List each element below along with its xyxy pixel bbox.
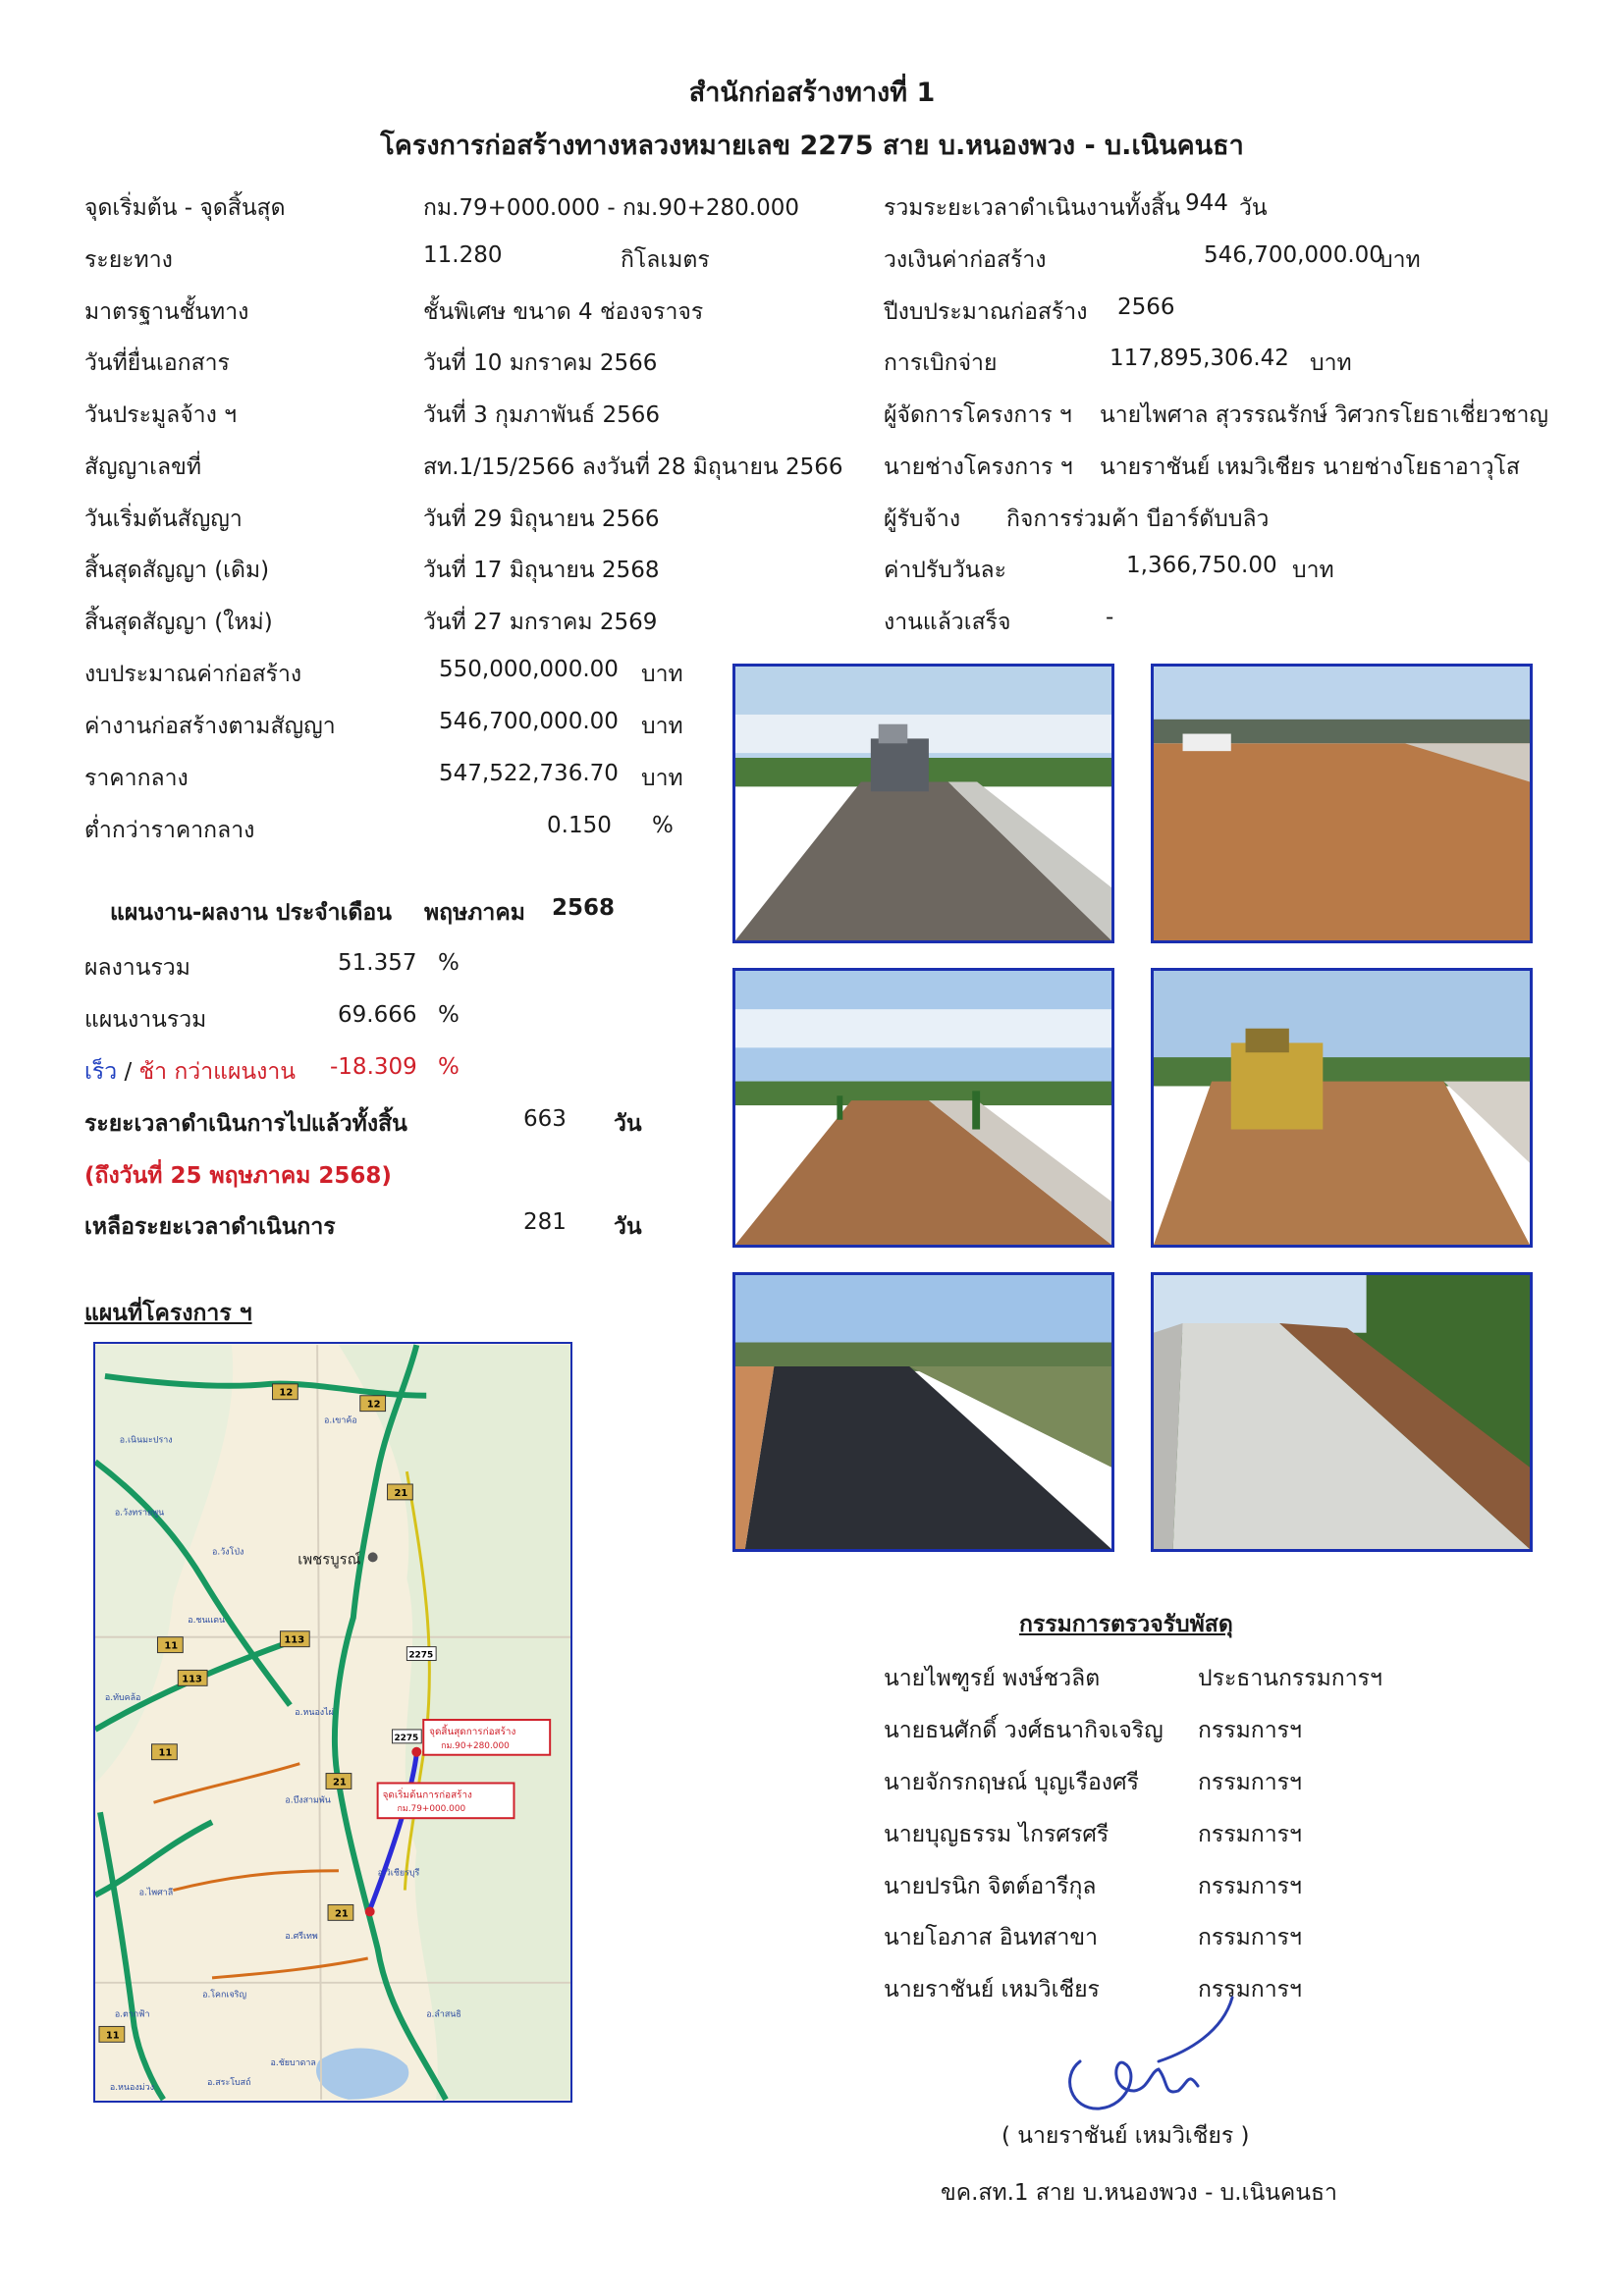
- route-shield: 11: [158, 1747, 173, 1759]
- info-value: กิจการร่วมค้า บีอาร์ดับบลิว: [1006, 507, 1270, 532]
- map-graphic: [95, 1344, 570, 2101]
- plan-label: แผนงานรวม: [84, 1007, 207, 1033]
- member-name: นายปรนิก จิตต์อารีกุล: [884, 1874, 1097, 1899]
- info-value: นายราชันย์ เหมวิเชียร นายช่างโยธาอาวุโส: [1100, 454, 1520, 480]
- signer-title: ขค.สท.1 สาย บ.หนองพวง - บ.เนินคนธา: [941, 2180, 1337, 2206]
- member-name: นายไพฑูรย์ พงษ์ชวลิต: [884, 1666, 1101, 1691]
- route-shield: 21: [334, 1908, 349, 1920]
- map-town: อ.วังทรายพูน: [114, 1508, 165, 1519]
- map-start-km: กม.79+000.000: [397, 1804, 466, 1815]
- map-town: อ.ตากฟ้า: [114, 2009, 150, 2020]
- construction-photo-3: [732, 968, 1114, 1248]
- info-value: วันที่ 3 กุมภาพันธ์ 2566: [423, 402, 660, 428]
- elapsed-value: 663: [523, 1106, 567, 1132]
- member-role: กรรมการฯ: [1198, 1977, 1302, 2002]
- fast-slow-label: [84, 1054, 296, 1090]
- route-shield: 113: [284, 1634, 305, 1646]
- diff-label: กว่าแผนงาน: [167, 1059, 297, 1085]
- budget-unit: %: [652, 813, 674, 838]
- info-unit: วัน: [1239, 195, 1268, 221]
- member-role: ประธานกรรมการฯ: [1198, 1666, 1382, 1691]
- info-label: รวมระยะเวลาดำเนินงานทั้งสิ้น: [884, 195, 1180, 221]
- progress-heading: แผนงาน-ผลงาน ประจำเดือน: [110, 900, 392, 926]
- route-shield: 21: [333, 1777, 347, 1789]
- budget-label: ต่ำกว่าราคากลาง: [84, 818, 255, 843]
- info-label: มาตรฐานชั้นทาง: [84, 299, 249, 325]
- route-shield: 2275: [394, 1733, 419, 1743]
- info-value: -: [1106, 605, 1114, 630]
- progress-month: พฤษภาคม: [424, 900, 525, 926]
- member-name: นายบุญธรรม ไกรศรศรี: [884, 1822, 1110, 1847]
- info-label: ปีงบประมาณก่อสร้าง: [884, 299, 1088, 325]
- info-value: วันที่ 27 มกราคม 2569: [423, 610, 658, 635]
- budget-value: 547,522,736.70: [439, 761, 619, 786]
- member-role: กรรมการฯ: [1198, 1718, 1302, 1743]
- remain-unit: วัน: [614, 1214, 642, 1240]
- map-town: อ.สระโบสถ์: [207, 2077, 251, 2088]
- route-shield: 11: [105, 2030, 120, 2042]
- info-value: วันที่ 29 มิถุนายน 2566: [423, 507, 660, 532]
- budget-label: ค่างานก่อสร้างตามสัญญา: [84, 714, 336, 739]
- info-label: วันที่ยื่นเอกสาร: [84, 350, 230, 376]
- member-name: นายจักรกฤษณ์ บุญเรืองศรี: [884, 1770, 1139, 1795]
- budget-label: ราคากลาง: [84, 766, 189, 791]
- map-town: อ.บึงสามพัน: [285, 1795, 331, 1806]
- info-label: งานแล้วเสร็จ: [884, 610, 1011, 635]
- remain-value: 281: [523, 1209, 567, 1235]
- info-label: สัญญาเลขที่: [84, 454, 201, 480]
- plan-value: 69.666: [338, 1002, 417, 1028]
- info-value: 117,895,306.42: [1110, 346, 1289, 371]
- route-shield: 21: [394, 1487, 408, 1499]
- route-shield: 12: [366, 1399, 381, 1411]
- route-shield: 12: [279, 1387, 294, 1399]
- info-unit: บาท: [1310, 350, 1352, 376]
- info-label: วงเงินค่าก่อสร้าง: [884, 247, 1047, 273]
- map-town: อ.วังโป่ง: [212, 1547, 244, 1558]
- info-value: 1,366,750.00: [1126, 553, 1277, 578]
- info-value: สท.1/15/2566 ลงวันที่ 28 มิถุนายน 2566: [423, 454, 843, 480]
- construction-photo-4: [1151, 968, 1533, 1248]
- actual-value: 51.357: [338, 950, 417, 976]
- info-label: ระยะทาง: [84, 247, 173, 273]
- signer-name: ( นายราชันย์ เหมวิเชียร ): [1001, 2123, 1250, 2149]
- map-town: อ.ชัยบาดาล: [270, 2058, 316, 2069]
- info-value: วันที่ 17 มิถุนายน 2568: [423, 558, 660, 583]
- budget-value: 550,000,000.00: [439, 657, 619, 682]
- plan-unit: %: [438, 1002, 460, 1028]
- map-town: อ.ทับคล้อ: [104, 1693, 141, 1704]
- diff-unit: %: [438, 1054, 460, 1080]
- construction-photo-2: [1151, 664, 1533, 943]
- actual-label: ผลงานรวม: [84, 955, 190, 981]
- map-town: อ.ชนแดน: [188, 1615, 226, 1626]
- info-label: ผู้รับจ้าง: [884, 507, 961, 532]
- info-unit: บาท: [1379, 247, 1421, 273]
- map-start-label: จุดเริ่มต้นการก่อสร้าง: [382, 1789, 472, 1801]
- member-name: นายธนศักดิ์ วงศ์ธนากิจเจริญ: [884, 1718, 1164, 1743]
- map-town: อ.ไพศาลี: [138, 1888, 174, 1898]
- elapsed-unit: วัน: [614, 1111, 642, 1137]
- info-label: สิ้นสุดสัญญา (เดิม): [84, 558, 270, 583]
- info-value: 546,700,000.00: [1204, 242, 1383, 268]
- map-heading: แผนที่โครงการ ฯ: [84, 1301, 252, 1326]
- info-value: กม.79+000.000 - กม.90+280.000: [423, 195, 800, 221]
- map-end-km: กม.90+280.000: [441, 1740, 510, 1751]
- member-role: กรรมการฯ: [1198, 1925, 1302, 1950]
- info-value: 944: [1185, 190, 1228, 216]
- member-role: กรรมการฯ: [1198, 1874, 1302, 1899]
- info-label: จุดเริ่มต้น - จุดสิ้นสุด: [84, 195, 286, 221]
- map-town: อ.หนองไผ่: [295, 1708, 334, 1719]
- info-label: การเบิกจ่าย: [884, 350, 998, 376]
- project-title: โครงการก่อสร้างทางหลวงหมายเลข 2275 สาย บ.หนองพวง - บ.เนินคนธา: [380, 131, 1244, 161]
- elapsed-label: ระยะเวลาดำเนินการไปแล้วทั้งสิ้น: [84, 1111, 407, 1137]
- budget-value: 546,700,000.00: [439, 709, 619, 734]
- member-name: นายโอภาส อินทสาขา: [884, 1925, 1098, 1950]
- map-town: อ.ศรีเทพ: [285, 1932, 318, 1943]
- member-role: กรรมการฯ: [1198, 1822, 1302, 1847]
- budget-value: 0.150: [547, 813, 612, 838]
- info-value: ชั้นพิเศษ ขนาด 4 ช่องจราจร: [423, 299, 704, 325]
- info-label: ค่าปรับวันละ: [884, 558, 1006, 583]
- info-value: วันที่ 10 มกราคม 2566: [423, 350, 658, 376]
- office-title: สำนักก่อสร้างทางที่ 1: [688, 78, 936, 108]
- actual-unit: %: [438, 950, 460, 976]
- info-label: สิ้นสุดสัญญา (ใหม่): [84, 610, 273, 635]
- route-shield: 113: [182, 1674, 202, 1685]
- info-value: นายไพศาล สุวรรณรักษ์ วิศวกรโยธาเชี่ยวชาญ: [1100, 402, 1548, 428]
- budget-unit: บาท: [641, 714, 683, 739]
- project-map: [93, 1342, 572, 2103]
- info-label: ผู้จัดการโครงการ ฯ: [884, 402, 1072, 428]
- member-name: นายราชันย์ เหมวิเชียร: [884, 1977, 1100, 2002]
- remain-label: เหลือระยะเวลาดำเนินการ: [84, 1214, 336, 1240]
- info-label: นายช่างโครงการ ฯ: [884, 454, 1073, 480]
- budget-label: งบประมาณค่าก่อสร้าง: [84, 662, 302, 687]
- committee-heading: กรรมการตรวจรับพัสดุ: [1019, 1612, 1233, 1637]
- member-role: กรรมการฯ: [1198, 1770, 1302, 1795]
- map-town: อ.โคกเจริญ: [202, 1990, 247, 2001]
- route-shield: 2275: [408, 1650, 434, 1661]
- map-city: เพชรบูรณ์: [298, 1550, 361, 1569]
- construction-photo-1: [732, 664, 1114, 943]
- progress-year: 2568: [552, 895, 616, 921]
- budget-unit: บาท: [641, 662, 683, 687]
- map-town: อ.หนองม่วง: [109, 2082, 154, 2093]
- construction-photo-5: [732, 1272, 1114, 1552]
- info-label: วันเริ่มต้นสัญญา: [84, 507, 243, 532]
- budget-unit: บาท: [641, 766, 683, 791]
- slow-text: ช้า: [138, 1059, 168, 1085]
- fast-text: เร็ว: [84, 1059, 118, 1085]
- map-town: อ.เขาค้อ: [324, 1415, 357, 1426]
- map-town: อ.เนินมะปราง: [119, 1435, 173, 1446]
- construction-photo-6: [1151, 1272, 1533, 1552]
- map-end-label: จุดสิ้นสุดการก่อสร้าง: [429, 1726, 516, 1737]
- slash-text: /: [117, 1059, 139, 1085]
- info-value: 11.280: [423, 242, 503, 268]
- info-unit: บาท: [1292, 558, 1334, 583]
- info-value: 2566: [1117, 294, 1175, 320]
- map-town: อ.วิเชียรบุรี: [377, 1868, 420, 1879]
- map-town: อ.ลำสนธิ: [426, 2009, 461, 2020]
- signature: [1041, 1993, 1247, 2120]
- route-shield: 11: [164, 1640, 179, 1652]
- info-unit: กิโลเมตร: [621, 247, 710, 273]
- info-label: วันประมูลจ้าง ฯ: [84, 402, 238, 428]
- diff-value: -18.309: [330, 1054, 417, 1080]
- as-of-date: (ถึงวันที่ 25 พฤษภาคม 2568): [84, 1163, 392, 1189]
